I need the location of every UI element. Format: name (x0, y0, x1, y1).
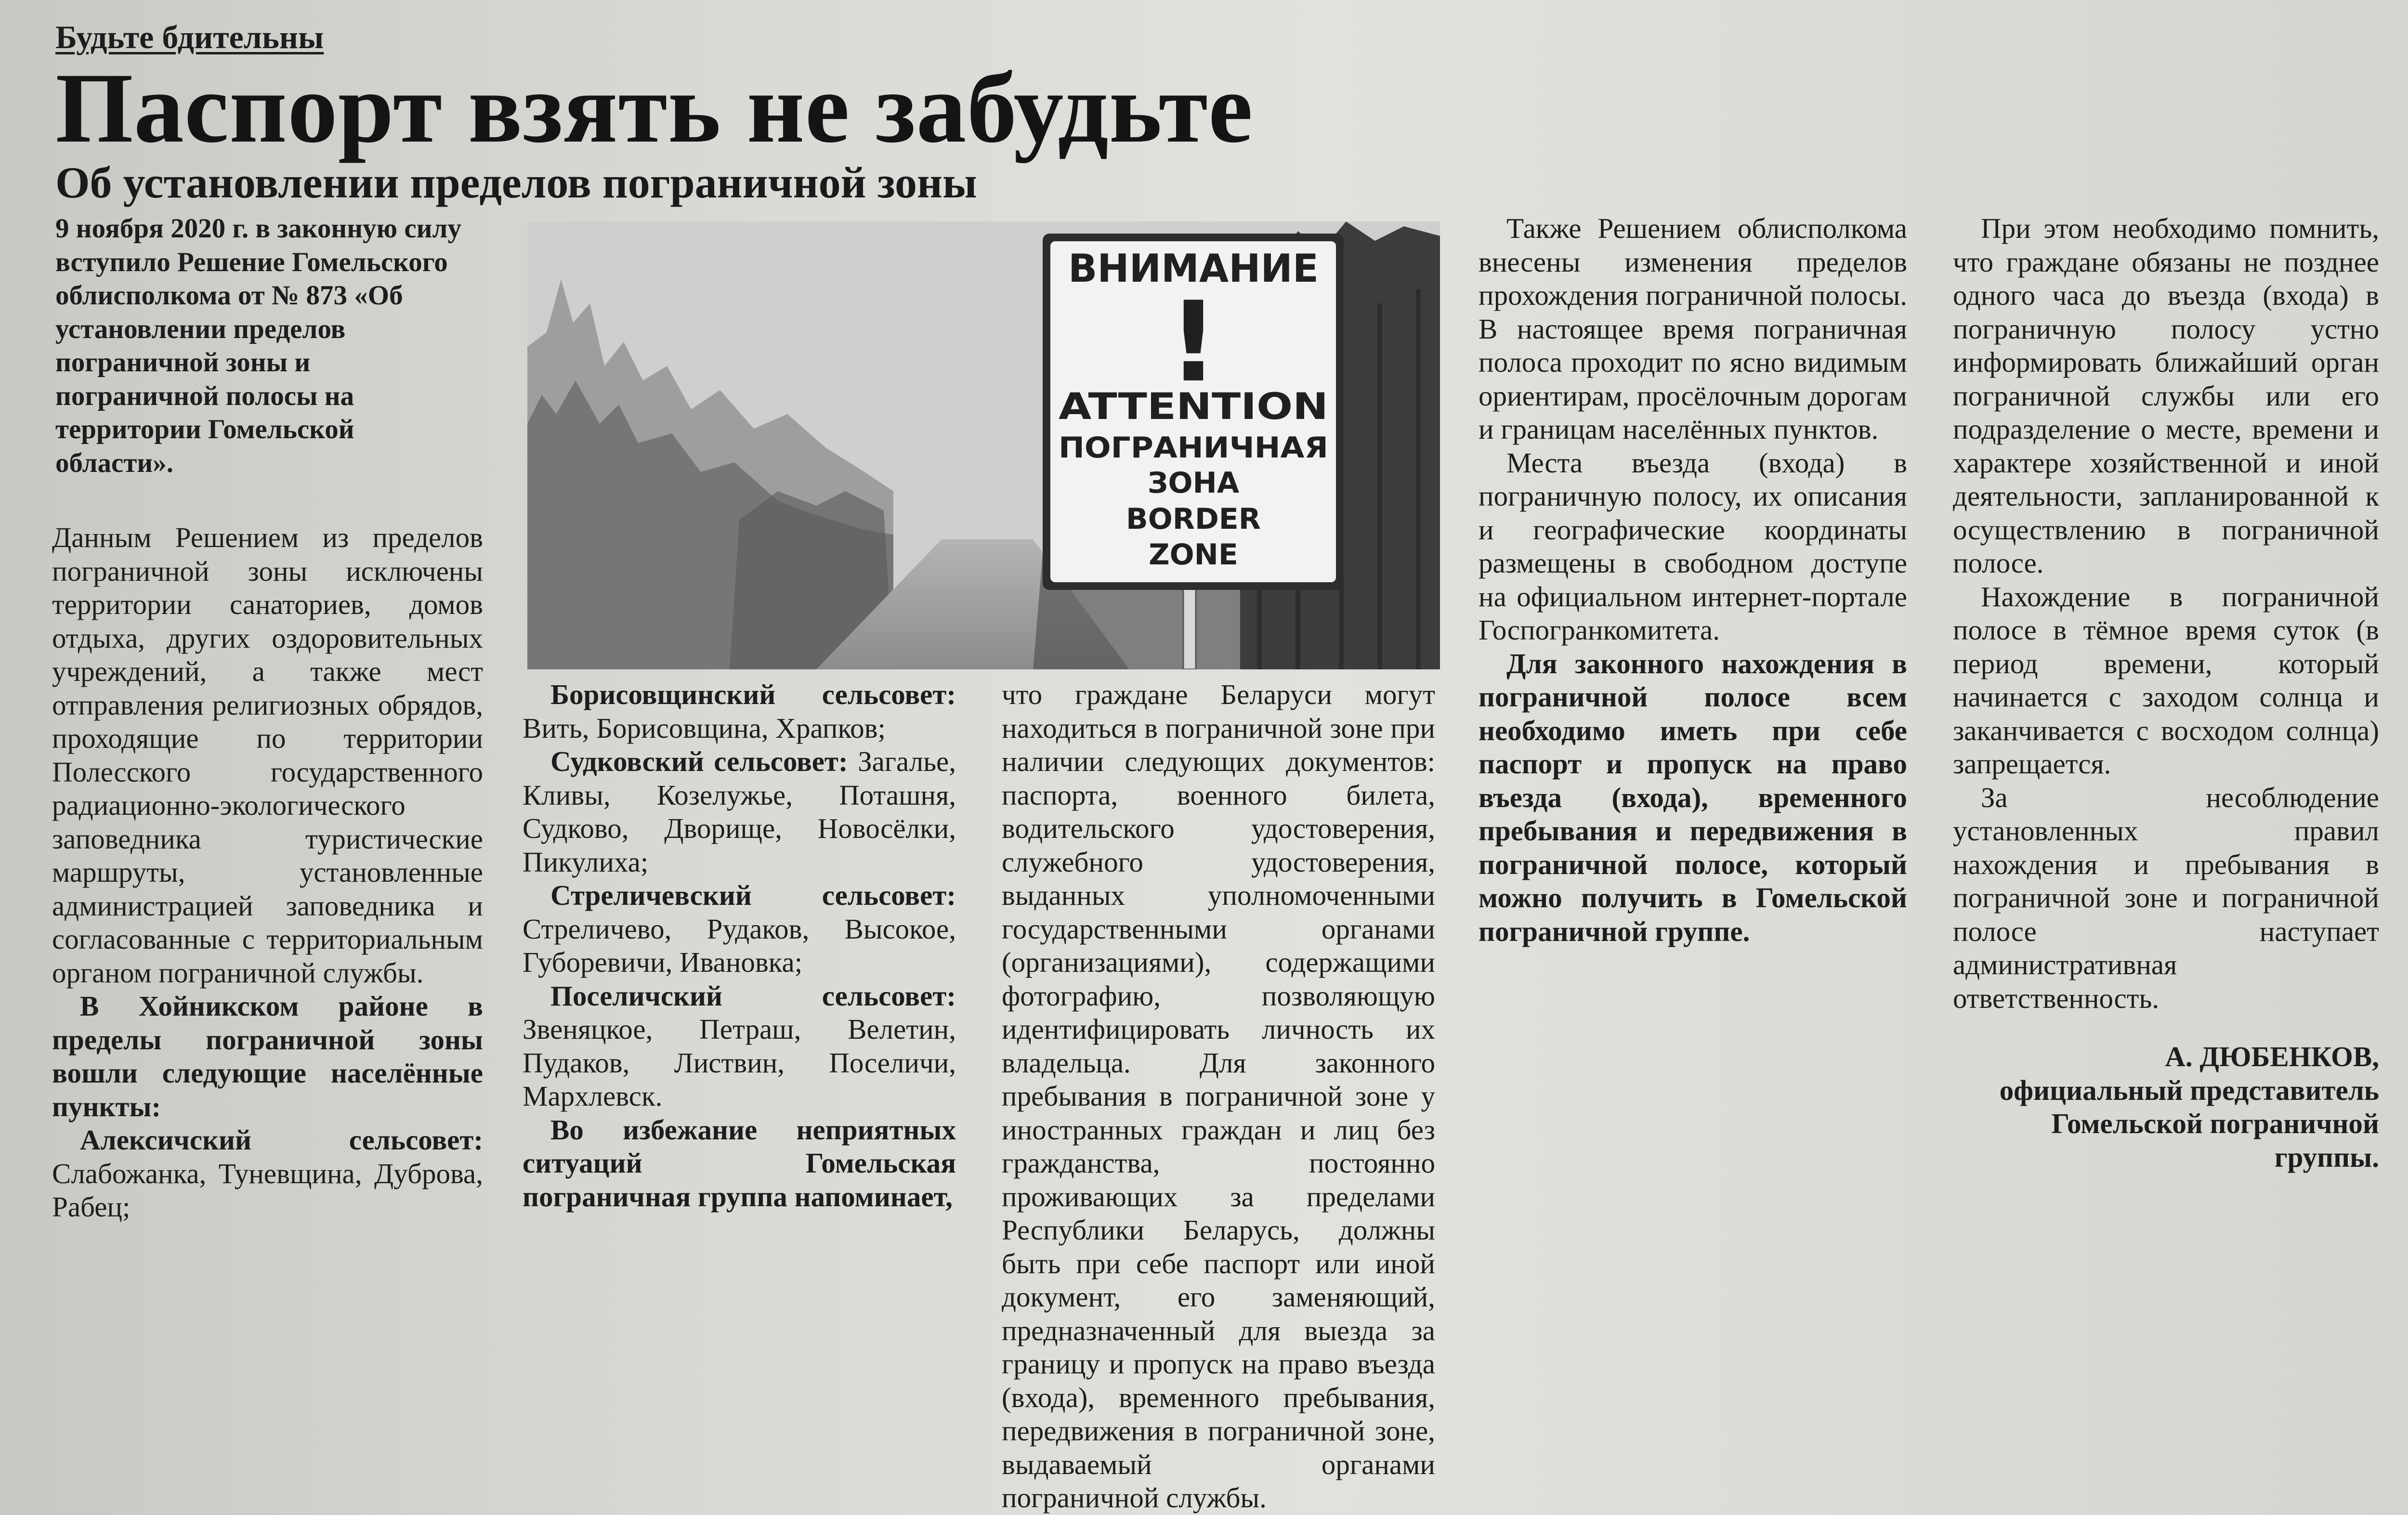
headline: Паспорт взять не забудьте (55, 52, 1254, 163)
article-column-3 (1002, 678, 1435, 1515)
sign-text-zone: ZONE (1149, 538, 1238, 572)
settlement-names: Вить, Борисовщина, Храпков; (523, 712, 886, 744)
lead-paragraph: 9 ноября 2020 г. в законную силу вступило Решение Гомельского облисполкома от № 873 «Об установлении пределов пограничной зоны и пограничной полосы на территории Гомельской области». (55, 213, 461, 478)
council-name: Стреличевский сельсовет: (550, 879, 956, 911)
sign-text-attention: ATTENTION (1059, 385, 1328, 428)
council-name: Поселичский сельсовет: (550, 980, 956, 1012)
settlement-list-item (523, 678, 956, 745)
settlement-names: Слабожанка, Туневщина, Дуброва, Рабец; (52, 1157, 483, 1223)
author-role-text: официальный представитель Гомельской пограничной группы. (1999, 1074, 2379, 1173)
sign-exclamation-icon: ! (1168, 278, 1219, 407)
photo-illustration (527, 222, 1440, 669)
council-name: Судковский сельсовет: (550, 745, 848, 777)
council-name: Борисовщинский сельсовет: (550, 679, 956, 710)
paragraph-bold (523, 1113, 956, 1214)
subtitle: Об установлении пределов пограничной зоны (55, 158, 977, 207)
settlement-list-item (52, 1123, 483, 1224)
paragraph: Также Решением облисполкома внесены изменения пределов прохождения пограничной полосы. В настоящее время пограничная полоса проходит по ясно видимым ориентирам, просёлочным дорогам и границам населённых пунктов. (1479, 212, 1907, 445)
settlement-list-item (523, 745, 956, 879)
author-role (1953, 1074, 2379, 1175)
article-column-2 (523, 678, 956, 1214)
author-name-text: А. ДЮБЕНКОВ, (2165, 1041, 2379, 1072)
sign-text-vnimanie: ВНИМАНИЕ (1068, 246, 1319, 291)
paragraph: За несоблюдение установленных правил нахождения и пребывания в пограничной зоне и пограничной полосе наступает административная ответственность. (1953, 781, 2379, 1014)
settlement-names: Стреличево, Рудаков, Высокое, Губоревичи, Ивановка; (523, 913, 956, 978)
rubric: Будьте бдительны (55, 19, 324, 55)
paragraph: что граждане Беларуси могут находиться в пограничной зоне при наличии следующих документов: паспорта, военного билета, водительского удостоверения, служебного удостоверения, выданных уполномоченными государственными органами (организациями), содержащими фотографию, позволяющую идентифицировать личность их владельца. Для законного пребывания в пограничной зоне у иностранных граждан и лиц без гражданства, постоянно проживающих за пределами Республики Беларусь, должны быть при себе паспорт или иной документ, его заменяющий, предназначенный для выезда за границу и пропуск на право въезда (входа), временного пребывания, передвижения в пограничной зоне, выдаваемый органами пограничной службы. (1002, 679, 1435, 1514)
settlement-list-item (523, 980, 956, 1113)
paragraph: Нахождение в пограничной полосе в тёмное время суток (в период времени, который начинается с заходом солнца и заканчивается с восходом солнца) запрещается. (1953, 580, 2379, 780)
bold-text: В Хойникском районе в пределы пограничной зоны вошли следующие населённые пункты: (52, 990, 483, 1123)
paragraph-bold (1479, 647, 1907, 949)
sign-text-border: BORDER (1126, 502, 1261, 536)
author-name (1953, 1040, 2379, 1074)
paragraph: Места въезда (входа) в пограничную полосу, их описания и географические координаты размещены в свободном доступе на официальном интернет-портале Госпогранкомитета. (1479, 446, 1907, 646)
council-name: Алексичский сельсовет: (80, 1124, 483, 1156)
paragraph: При этом необходимо помнить, что граждане обязаны не позднее одного часа до въезда (входа) в пограничную полосу устно информировать ближайший орган пограничной службы или его подразделение о месте, времени и характере хозяйственной и иной деятельности, запланированной к осуществлению в пограничной полосе. (1953, 212, 2379, 579)
bold-text: Для законного нахождения в пограничной полосе всем необходимо иметь при себе паспорт и пропуск на право въезда (входа), временного пребывания и передвижения в пограничной полосе, который можно получить в Гомельской пограничной группе. (1479, 647, 1907, 947)
paragraph-bold (52, 990, 483, 1123)
paragraph: Данным Решением из пределов пограничной зоны исключены территории санаториев, домов отдыха, других оздоровительных учреждений, а также мест отправления религиозных обрядов, проходящие по территории Полесского государственного радиационно-экологического заповедника туристические маршруты, установленные администрацией заповедника и согласованные с территориальным органом пограничной службы. (52, 522, 483, 989)
settlement-names: Загалье, Кливы, Козелужье, Поташня, Судково, Дворище, Новосёлки, Пикулиха; (523, 745, 956, 878)
article-column-4 (1479, 212, 1907, 948)
bold-text: Во избежание неприятных ситуаций Гомельская пограничная группа напоминает, (523, 1113, 956, 1213)
sign-text-pogranichnaya: ПОГРАНИЧНАЯ (1059, 431, 1328, 465)
settlement-list-item (523, 879, 956, 980)
article-column-5 (1953, 212, 2379, 1174)
article-column-1 (52, 521, 483, 1224)
border-sign-photo (527, 222, 1440, 669)
sign-text-zona: ЗОНА (1147, 466, 1240, 500)
settlement-names: Звеняцкое, Петраш, Велетин, Пудаков, Листвин, Поселичи, Мархлевск. (523, 1013, 956, 1112)
